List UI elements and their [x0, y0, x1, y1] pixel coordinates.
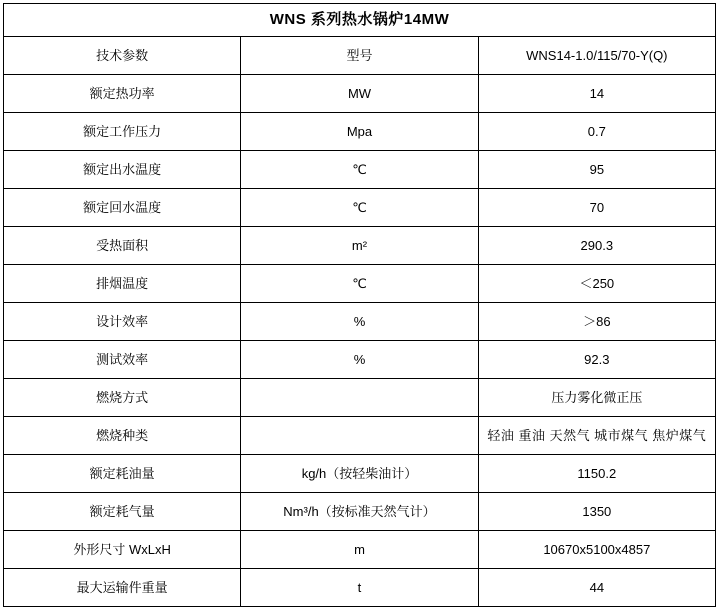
row-param: 额定热功率 — [4, 75, 241, 113]
row-value: 290.3 — [478, 227, 715, 265]
row-unit: m — [241, 531, 478, 569]
row-unit: % — [241, 341, 478, 379]
row-param: 外形尺寸 WxLxH — [4, 531, 241, 569]
row-value: 压力雾化微正压 — [478, 379, 715, 417]
row-unit: ℃ — [241, 189, 478, 227]
row-unit — [241, 379, 478, 417]
row-value: ＞86 — [478, 303, 715, 341]
table-title: WNS 系列热水锅炉14MW — [4, 4, 716, 37]
table-row — [4, 151, 716, 189]
table-title-row — [4, 4, 716, 37]
row-unit: t — [241, 569, 478, 607]
row-unit: % — [241, 303, 478, 341]
row-value: 95 — [478, 151, 715, 189]
row-value: 0.7 — [478, 113, 715, 151]
row-param: 燃烧方式 — [4, 379, 241, 417]
row-value: ＜250 — [478, 265, 715, 303]
table-row — [4, 417, 716, 455]
table-row — [4, 569, 716, 607]
table-header-row — [4, 37, 716, 75]
row-value: 轻油 重油 天然气 城市煤气 焦炉煤气 — [478, 417, 715, 455]
row-unit: m² — [241, 227, 478, 265]
table-row — [4, 379, 716, 417]
row-param: 受热面积 — [4, 227, 241, 265]
row-param: 额定耗油量 — [4, 455, 241, 493]
table-row — [4, 265, 716, 303]
row-value: 1350 — [478, 493, 715, 531]
table-row — [4, 531, 716, 569]
row-param: 额定出水温度 — [4, 151, 241, 189]
row-value: 92.3 — [478, 341, 715, 379]
row-unit: ℃ — [241, 265, 478, 303]
table-row — [4, 303, 716, 341]
row-value: 70 — [478, 189, 715, 227]
row-param: 排烟温度 — [4, 265, 241, 303]
row-unit: ℃ — [241, 151, 478, 189]
row-unit: kg/h（按轻柴油计） — [241, 455, 478, 493]
row-value: 1150.2 — [478, 455, 715, 493]
row-unit: MW — [241, 75, 478, 113]
header-param: 技术参数 — [4, 37, 241, 75]
boiler-spec-table — [3, 3, 716, 607]
table-row — [4, 493, 716, 531]
row-param: 设计效率 — [4, 303, 241, 341]
row-param: 额定回水温度 — [4, 189, 241, 227]
row-unit — [241, 417, 478, 455]
header-unit: 型号 — [241, 37, 478, 75]
table-row — [4, 75, 716, 113]
row-param: 测试效率 — [4, 341, 241, 379]
table-row — [4, 189, 716, 227]
table-row — [4, 227, 716, 265]
row-value: 44 — [478, 569, 715, 607]
row-param: 额定耗气量 — [4, 493, 241, 531]
table-body — [4, 4, 716, 607]
table-row — [4, 455, 716, 493]
row-param: 燃烧种类 — [4, 417, 241, 455]
row-unit: Nm³/h（按标准天然气计） — [241, 493, 478, 531]
header-model: WNS14-1.0/115/70-Y(Q) — [478, 37, 715, 75]
table-row — [4, 113, 716, 151]
row-param: 最大运输件重量 — [4, 569, 241, 607]
table-row — [4, 341, 716, 379]
row-param: 额定工作压力 — [4, 113, 241, 151]
row-value: 14 — [478, 75, 715, 113]
row-value: 10670x5100x4857 — [478, 531, 715, 569]
row-unit: Mpa — [241, 113, 478, 151]
